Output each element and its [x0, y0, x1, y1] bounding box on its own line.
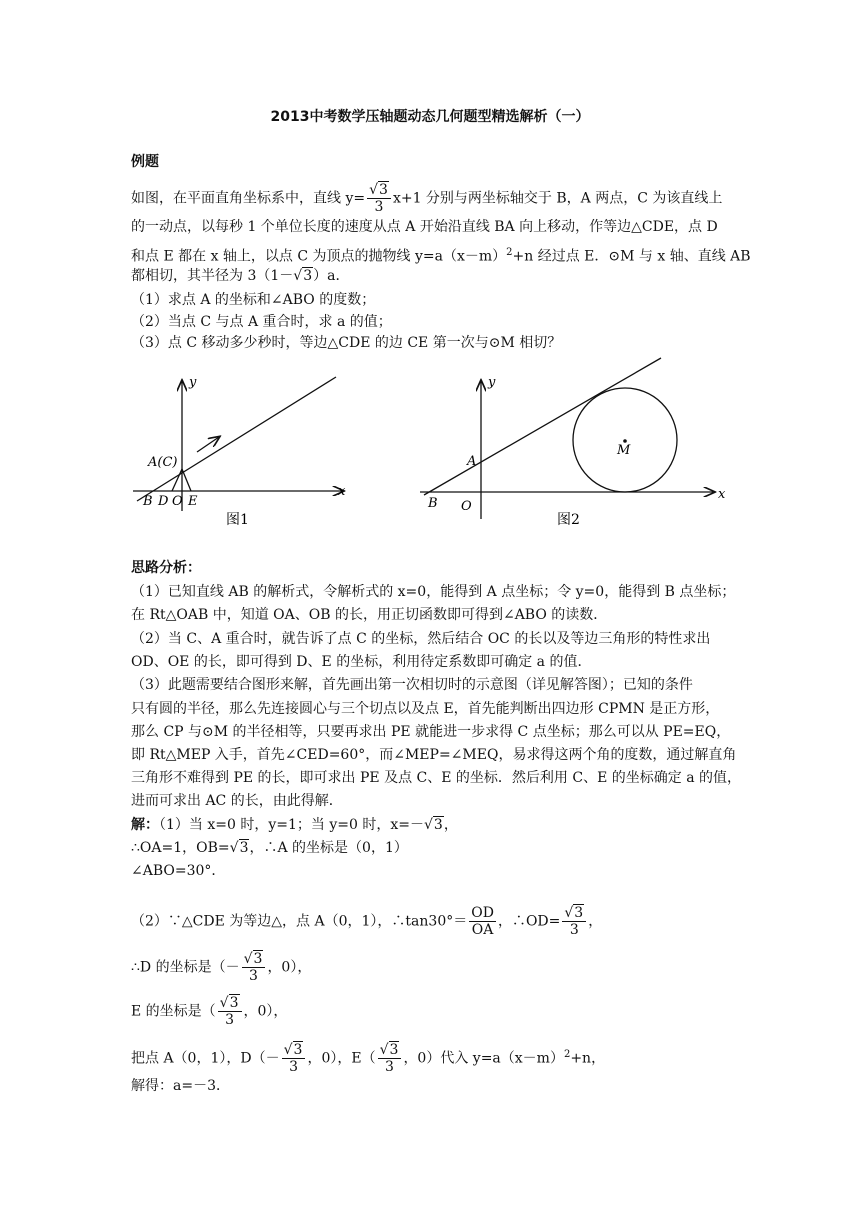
- figure-1: [133, 375, 346, 528]
- fig1-label-y: y: [189, 375, 197, 390]
- fig2-label-y: y: [488, 375, 496, 390]
- analysis-line: 只有圆的半径，那么先连接圆心与三个切点以及点 E，首先能判断出四边形 CPMN 是正方形，: [131, 701, 720, 717]
- solution-line-3: ∠ABO=30°．: [131, 863, 226, 879]
- fig1-side-cd: [172, 469, 182, 491]
- problem-line-1: 如图，在平面直角坐标系中，直线 y= $\frac{√3}{3}$ x+1 分别与两坐标轴交于 B，A 两点，C 为该直线上: [131, 182, 723, 215]
- solution-line-8: 解得：a=－3．: [131, 1078, 230, 1094]
- analysis-line: （1）已知直线 AB 的解析式，令解析式的 x=0，能得到 A 点坐标；令 y=0，能得到 B 点坐标；: [131, 584, 736, 600]
- problem-line-4: 都相切，其半径为 3（1－√3）a．: [131, 268, 350, 284]
- figures: [0, 355, 860, 555]
- analysis-line: 那么 CP 与⊙M 的半径相等，只要再求出 PE 就能进一步求得 C 点坐标；那么可以从 PE=EQ，: [131, 724, 731, 740]
- problem-line-3: 和点 E 都在 x 轴上，以点 C 为顶点的抛物线 $y=a(x-m)^2+n$ 经过点 E．⊙M 与 x 轴、直线 AB: [131, 247, 751, 265]
- question-2: （2）当点 C 与点 A 重合时，求 a 的值；: [131, 314, 392, 330]
- fig2-label-o: O: [461, 499, 472, 514]
- analysis-line: 进而可求出 AC 的长，由此得解．: [131, 793, 343, 809]
- page-title: 2013中考数学压轴题动态几何题型精选解析（一）: [270, 109, 590, 125]
- fig1-caption: 图1: [226, 512, 249, 528]
- problem-line-2: 的一动点，以每秒 1 个单位长度的速度从点 A 开始沿直线 BA 向上移动，作等边△CDE，点 D: [131, 219, 718, 235]
- analysis-heading: 思路分析：: [131, 560, 201, 576]
- fig1-label-e: E: [188, 494, 198, 509]
- solution-line-2: ∴OA=1，OB=√3，∴A 的坐标是（0，1）: [131, 840, 408, 856]
- fig2-label-b: B: [428, 496, 438, 511]
- analysis-line: 三角形不难得到 PE 的长，即可求出 PE 及点 C、E 的坐标．然后利用 C、E 的坐标确定 a 的值，: [131, 770, 741, 786]
- solution-line-6: E 的坐标是（ $\frac{√3}{3}$ ，0），: [131, 995, 288, 1028]
- analysis-line: 在 Rt△OAB 中，知道 OA、OB 的长，用正切函数即可得到∠ABO 的读数．: [131, 607, 608, 623]
- fig2-line-ab: [424, 358, 661, 495]
- fig1-label-b: B: [143, 494, 153, 509]
- fig1-line-ab: [137, 377, 336, 501]
- solution-line-1: 解：（1）当 x=0 时，y=1；当 y=0 时，x=－√3，: [131, 817, 458, 833]
- fig2-label-a: A: [467, 454, 477, 469]
- fig2-caption: 图2: [557, 512, 580, 528]
- example-heading: 例题: [131, 154, 159, 170]
- analysis-line: （2）当 C、A 重合时，就告诉了点 C 的坐标，然后结合 OC 的长以及等边三角形的特性求出: [131, 631, 711, 647]
- analysis-line: OD、OE 的长，即可得到 D、E 的坐标，利用待定系数即可确定 a 的值．: [131, 654, 592, 670]
- fig1-label-d: D: [158, 494, 169, 509]
- solution-line-4: （2）∵△CDE 为等边△，点 A（0，1），∴tan30°＝ $\frac{OD}{OA}$ ，∴OD= $\frac{√3}{3}$ ，: [131, 905, 603, 938]
- solution-line-5: ∴D 的坐标是（－ $\frac{√3}{3}$ ，0），: [131, 951, 312, 984]
- question-3: （3）点 C 移动多少秒时，等边△CDE 的边 CE 第一次与⊙M 相切？: [131, 335, 562, 351]
- fig1-side-ce: [182, 469, 191, 491]
- sqrt3-over-3-fraction: $\frac{√3}{3}$: [367, 182, 391, 215]
- figure-2: [420, 358, 726, 528]
- fig1-label-o: O: [172, 494, 183, 509]
- solution-line-7: 把点 A（0，1），D（－ $\frac{√3}{3}$ ，0），E（ $\frac{√3}{3}$ ，0）代入 $y=a(x-m)^2+n$，: [131, 1042, 606, 1075]
- fig2-label-m: M: [617, 443, 631, 458]
- analysis-line: （3）此题需要结合图形来解，首先画出第一次相切时的示意图（详见解答图）；已知的条件: [131, 677, 693, 693]
- question-1: （1）求点 A 的坐标和∠ABO 的度数；: [131, 292, 376, 308]
- fig1-motion-arrow: [197, 437, 219, 452]
- fig2-label-x: x: [718, 487, 726, 502]
- fig1-label-x: x: [338, 484, 346, 499]
- fig1-label-ac: A(C): [148, 455, 178, 470]
- analysis-line: 即 Rt△MEP 入手，首先∠CED=60°，而∠MEP=∠MEQ，易求得这两个角的度数，通过解直角: [131, 747, 737, 763]
